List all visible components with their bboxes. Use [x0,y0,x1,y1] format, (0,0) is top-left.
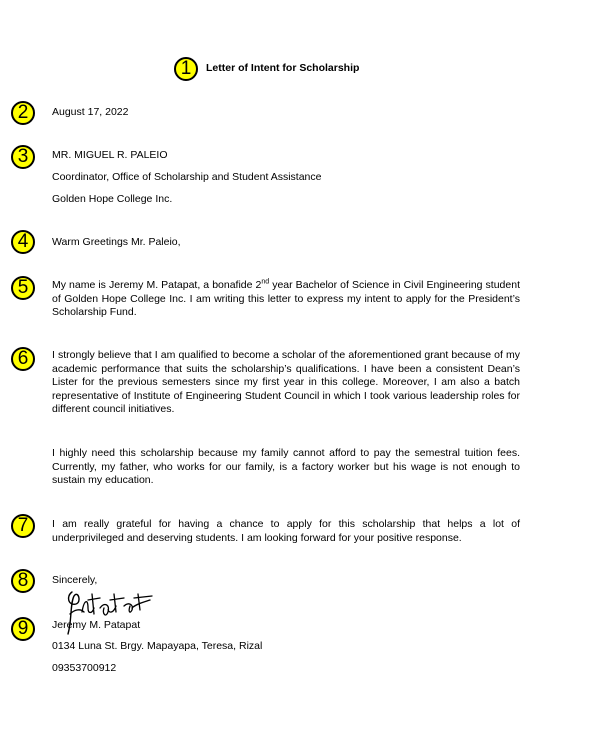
need-paragraph: I highly need this scholarship because my family cannot afford to pay the semestral tuition fees. Currently, my father, who works for our family, is a factory worker but his wage is not enough to sustain my education. [52,447,520,487]
intro-text-end: year Bachelor of Science in Civil Engineering student of Golden Hope College Inc. I am writing this letter to express my intent to apply for the President’s Scholarship Fund. [52,279,520,319]
section-marker-8: 8 [11,569,35,593]
intro-text-start: My name is Jeremy M. Patapat, a bonafide 2 [52,279,262,291]
sender-phone: 09353700912 [52,662,117,674]
sender-name: Jeremy M. Patapat [52,619,141,631]
section-marker-2: 2 [11,101,35,125]
ordinal-superscript: nd [261,278,270,286]
recipient-institution: Golden Hope College Inc. [52,193,173,205]
gratitude-paragraph: I am really grateful for having a chance to apply for this scholarship that helps a lot of underprivileged and deserving students. I am looking forward for your positive response. [52,518,520,544]
intro-paragraph [52,279,520,320]
closing: Sincerely, [52,574,98,586]
section-marker-6: 6 [11,347,35,371]
section-marker-3: 3 [11,145,35,169]
qualifications-paragraph: I strongly believe that I am qualified to become a scholar of the aforementioned grant because of my academic performance that suits the scholarship’s qualifications. I have been a consistent Dean’s Lister for the previous semesters since my first year in this college. Moreover, I am also a batch representative of Institute of Engineering Student Council in which I took various leadership roles for different council initiatives. [52,349,520,416]
recipient-name: MR. MIGUEL R. PALEIO [52,149,168,161]
letter-date: August 17, 2022 [52,106,129,118]
recipient-position: Coordinator, Office of Scholarship and Student Assistance [52,171,322,183]
section-marker-7: 7 [11,514,35,538]
section-marker-9: 9 [11,617,35,641]
section-marker-5: 5 [11,276,35,300]
section-marker-4: 4 [11,230,35,254]
sender-address: 0134 Luna St. Brgy. Mapayapa, Teresa, Rizal [52,640,263,652]
section-marker-1: 1 [174,57,198,81]
greeting: Warm Greetings Mr. Paleio, [52,236,181,248]
letter-title: Letter of Intent for Scholarship [206,62,360,74]
